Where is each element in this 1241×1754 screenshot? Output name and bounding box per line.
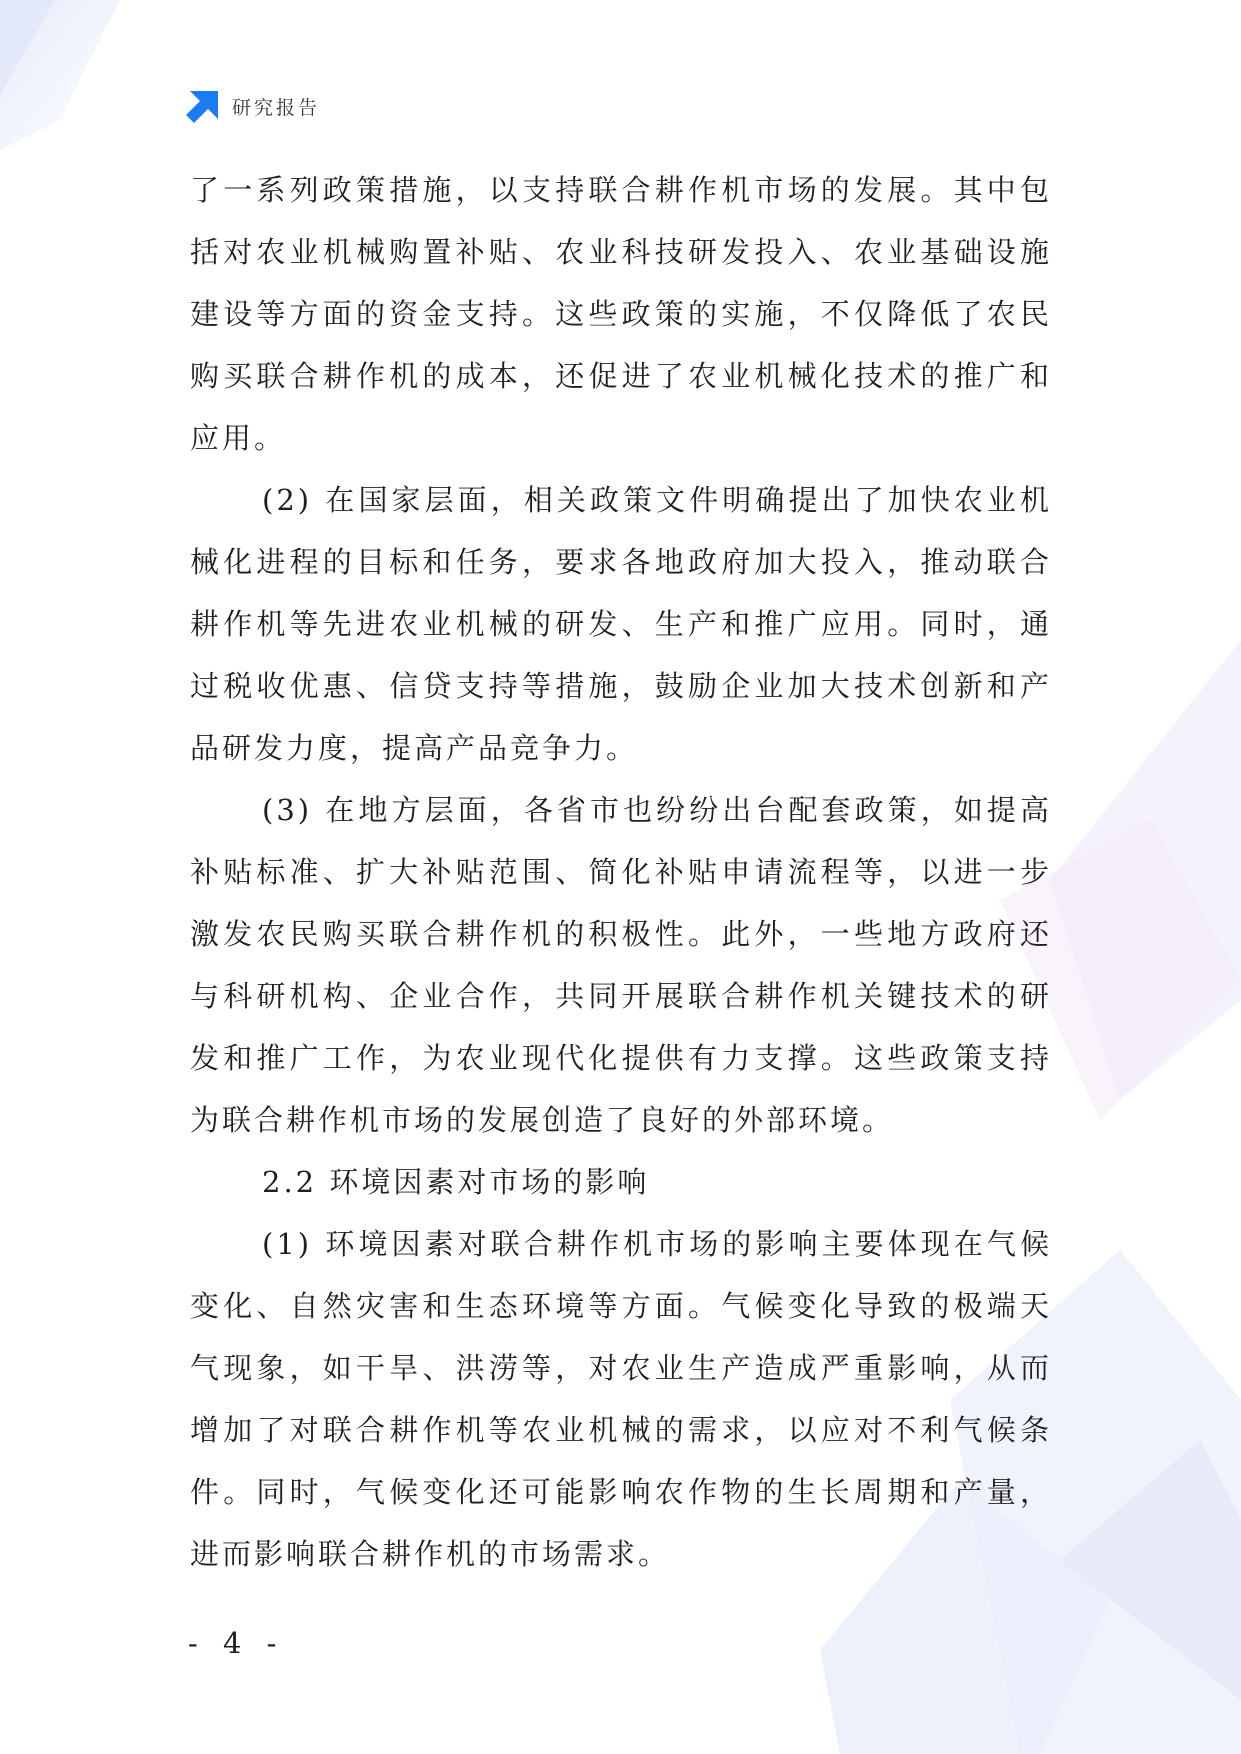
- arrow-up-right-icon: [186, 89, 220, 123]
- document-body: [190, 159, 1052, 1585]
- paragraph-national-level: (2) 在国家层面，相关政策文件明确提出了加快农业机械化进程的目标和任务，要求各地政府加大投入，推动联合耕作机等先进农业机械的研发、生产和推广应用。同时，通过税收优惠、信贷支持等措施，鼓励企业加大技术创新和产品研发力度，提高产品竞争力。: [190, 483, 1052, 765]
- paragraph-environment-factors: (1) 环境因素对联合耕作机市场的影响主要体现在气候变化、自然灾害和生态环境等方面。气候变化导致的极端天气现象，如干旱、洪涝等，对农业生产造成严重影响，从而增加了对联合耕作机等农业机械的需求，以应对不利气候条件。同时，气候变化还可能影响农作物的生长周期和产量，进而影响联合耕作机的市场需求。: [190, 1227, 1052, 1571]
- section-heading: 2.2 环境因素对市场的影响: [262, 1165, 650, 1199]
- paragraph-policy-measures: 了一系列政策措施，以支持联合耕作机市场的发展。其中包括对农业机械购置补贴、农业科技研发投入、农业基础设施建设等方面的资金支持。这些政策的实施，不仅降低了农民购买联合耕作机的成本，还促进了农业机械化技术的推广和应用。: [190, 173, 1052, 455]
- page-number: - 4 -: [188, 1626, 285, 1660]
- report-header: [186, 88, 320, 124]
- header-title: 研究报告: [232, 96, 321, 119]
- paragraph-local-level: (3) 在地方层面，各省市也纷纷出台配套政策，如提高补贴标准、扩大补贴范围、简化补贴申请流程等，以进一步激发农民购买联合耕作机的积极性。此外，一些地方政府还与科研机构、企业合作，共同开展联合耕作机关键技术的研发和推广工作，为农业现代化提供有力支撑。这些政策支持为联合耕作机市场的发展创造了良好的外部环境。: [190, 793, 1052, 1137]
